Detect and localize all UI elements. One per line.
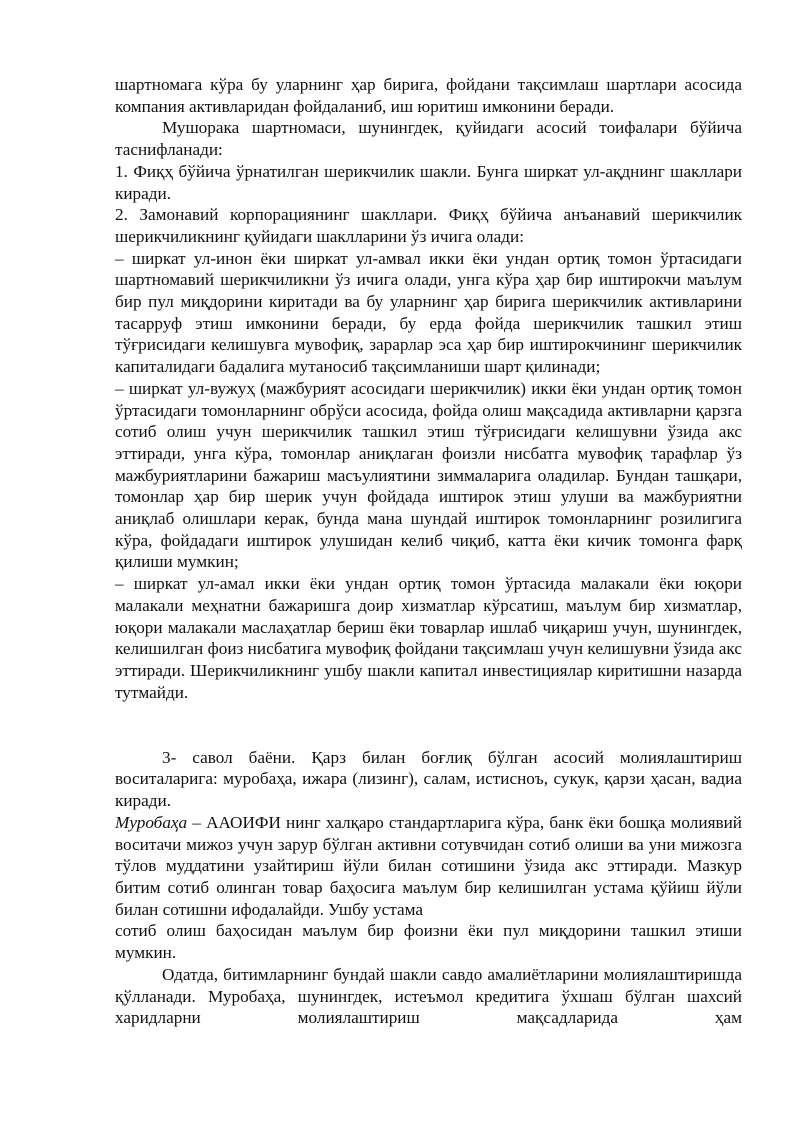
list-item-2: 2. Замонавий корпорациянинг шакллари. Фиқҳ бўйича анъанавий шерикчилик шерикчиликнинг қуйидаги шаклларини ўз ичига олади: <box>115 205 742 246</box>
dash-item-inon: – ширкат ул-инон ёки ширкат ул-амвал икки ёки ундан ортиқ томон ўртасидаги шартномавий шерикчиликни ўз ичига олади, унга кўра ҳар бир иштирокчи маълум бир пул миқдорини киритади ва бу уларнинг ҳар бирига шерикчилик активларини тасарруф этиш имконини беради, бу ерда фойда шерикчилик ташкил этиш тўғрисидаги келишувга мувофиқ, зарарлар эса ҳар бир иштирокчининг шерикчилик капиталидаги бадалига мутаносиб тақсимланиши шарт қилинади; <box>115 248 742 377</box>
blank-line <box>115 703 742 725</box>
question-3-heading: 3- савол баёни. Қарз билан боғлиқ бўлган асосий молиялаштириш воситаларига: муробаҳа, ижара (лизинг), салам, истисноъ, сукук, қарзи ҳасан, вадиа киради. <box>115 747 742 811</box>
murabaha-term: Муробаҳа <box>115 812 188 832</box>
blank-line <box>115 725 742 747</box>
murabaha-paragraph <box>115 812 742 921</box>
paragraph-usage: Одатда, битимларнинг бундай шакли савдо амалиётларини молиялаштиришда қўлланади. Муробаҳа, шунингдек, истеъмол кредитига ўхшаш бўлган шахсий харидларни молиялаштириш мақсадларида ҳам <box>115 964 742 1028</box>
list-item-1: 1. Фиқҳ бўйича ўрнатилган шерикчилик шакли. Бунга ширкат ул-ақднинг шакллари киради. <box>115 161 742 203</box>
paragraph-2: Мушорака шартномаси, шунингдек, қуйидаги асосий тоифалари бўйича таснифланади: <box>115 118 742 160</box>
dash-item-amal: – ширкат ул-амал икки ёки ундан ортиқ томон ўртасида малакали ёки юқори малакали меҳнатни бажаришга доир хизматлар кўрсатиш, маълум бир хизматлар, юқори малакали маслаҳатлар бериш ёки товарлар ишлаб чиқариш учун, шунингдек, келишилган фоиз нисбатига мувофиқ фойдани тақсимлаш учун келишувни ўзида акс эттиради. Шерикчиликнинг ушбу шакли капитал инвестициялар киритишни назарда тутмайди. <box>115 574 742 702</box>
paragraph-markup-share: сотиб олиш баҳосидан маълум бир фоизни ёки пул миқдорини ташкил этиши мумкин. <box>115 921 742 963</box>
dash-item-vujuh: – ширкат ул-вужуҳ (мажбурият асосидаги шерикчилик) икки ёки ундан ортиқ томон ўртасидаги томонларнинг обрўси асосида, фойда олиш мақсадида активларни қарзга сотиб олиш учун шерикчилик ташкил этиш тўғрисидаги келишувни ўзида акс эттиради, унга кўра, томонлар аниқлаган фоизли нисбатга мувофиқ тарафлар ўз мажбуриятларини бажариш масъулиятини зиммаларига оладилар. Бундан ташқари, томонлар ҳар бир шерик учун фойдада иштирок этиш улуши ва мажбуриятни аниқлаб олишлари керак, бунда мана шундай иштирок томонларнинг розилигига кўра, фойдадаги иштирок улушидан келиб чиқиб, катта ёки кичик томонга фарқ қилиши мумкин; <box>115 378 742 572</box>
murabaha-text: – ААОИФИ нинг халқаро стандартларига кўра, банк ёки бошқа молиявий воситачи мижоз учун зарур бўлган активни сотувчидан сотиб олиши ва уни мижозга тўлов муддатини узайтириш йўли билан сотишини ўзида акс эттиради. Мазкур битим сотиб олинган товар баҳосига маълум бир келишилган устама қўйиш йўли билан сотишни ифодалайди. Ушбу устама <box>115 812 742 919</box>
paragraph-1: шартномага кўра бу уларнинг ҳар бирига, фойдани тақсимлаш шартлари асосида компания активларидан фойдаланиб, иш юритиш имконини беради. <box>115 75 742 116</box>
document-page <box>115 74 742 1029</box>
